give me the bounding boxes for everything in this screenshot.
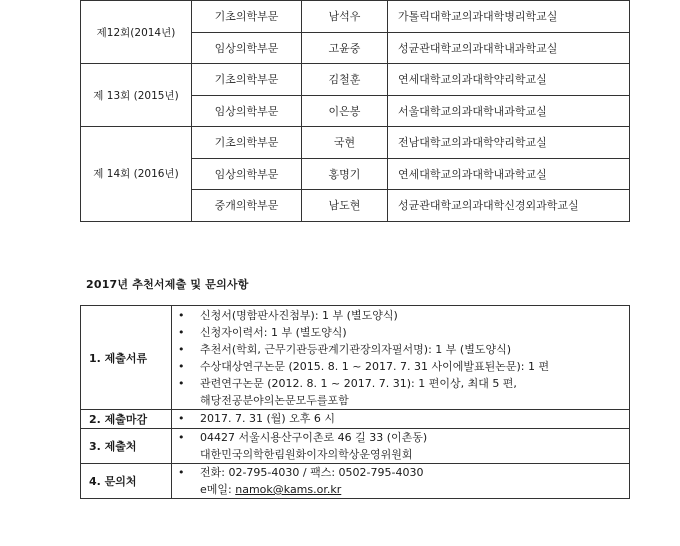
awardee-name: 김철훈 bbox=[302, 64, 388, 96]
list-item-text: 추천서(학회, 근무기관등관계기관장의자필서명): 1 부 (별도양식) bbox=[200, 343, 512, 356]
award-year: 제12회(2014년) bbox=[81, 1, 192, 64]
deadline-label: 2. 제출마감 bbox=[81, 410, 172, 429]
table-row bbox=[81, 1, 630, 33]
email-line bbox=[172, 481, 629, 498]
award-category: 중개의학부문 bbox=[192, 190, 302, 222]
table-row bbox=[81, 64, 630, 96]
section-title: 2017년 추천서제출 및 문의사항 bbox=[86, 278, 249, 291]
bullet-icon: • bbox=[178, 326, 185, 339]
award-category: 임상의학부문 bbox=[192, 32, 302, 64]
table-row bbox=[81, 306, 630, 410]
address-text: 04427 서울시용산구이촌로 46 길 33 (이촌동) bbox=[200, 431, 428, 444]
awardee-institution: 연세대학교의과대학내과학교실 bbox=[388, 158, 630, 190]
bullet-icon: • bbox=[178, 412, 185, 425]
documents-list bbox=[172, 306, 629, 392]
awardee-institution: 서울대학교의과대학내과학교실 bbox=[388, 95, 630, 127]
list-item-text: 관련연구논문 (2012. 8. 1 ~ 2017. 7. 31): 1 편이상, 최대 5 편, bbox=[200, 377, 517, 390]
list-item-text: 수상대상연구논문 (2015. 8. 1 ~ 2017. 7. 31 사이에발표된논문): 1 편 bbox=[200, 360, 550, 373]
award-category: 임상의학부문 bbox=[192, 158, 302, 190]
submission-info-table bbox=[80, 305, 630, 499]
contact-cell bbox=[172, 464, 630, 499]
email-label: e메일: bbox=[200, 483, 236, 496]
list-item bbox=[172, 375, 629, 392]
bullet-icon: • bbox=[178, 431, 185, 444]
bullet-icon: • bbox=[178, 377, 185, 390]
awardee-name: 고윤중 bbox=[302, 32, 388, 64]
bullet-icon: • bbox=[178, 343, 185, 356]
awardee-name: 이은봉 bbox=[302, 95, 388, 127]
phone-text: 전화: 02-795-4030 / 팩스: 0502-795-4030 bbox=[200, 466, 424, 479]
table-row bbox=[81, 429, 630, 464]
list-item bbox=[172, 429, 629, 446]
list-item-text: 신청자이력서: 1 부 (별도양식) bbox=[200, 326, 347, 339]
list-item-continuation: 해당전공분야의논문모두를포함 bbox=[200, 394, 349, 407]
awards-table bbox=[80, 0, 630, 222]
award-category: 기초의학부문 bbox=[192, 127, 302, 159]
email-link[interactable]: namok@kams.or.kr bbox=[235, 483, 342, 496]
award-year: 제 14회 (2016년) bbox=[81, 127, 192, 222]
awardee-institution: 전남대학교의과대학약리학교실 bbox=[388, 127, 630, 159]
documents-list-cell bbox=[172, 306, 630, 410]
bullet-icon: • bbox=[178, 309, 185, 322]
awardee-institution: 성균관대학교의과대학신경외과학교실 bbox=[388, 190, 630, 222]
bullet-icon: • bbox=[178, 360, 185, 373]
awardee-institution: 연세대학교의과대학약리학교실 bbox=[388, 64, 630, 96]
award-category: 기초의학부문 bbox=[192, 1, 302, 33]
submit-to-cell bbox=[172, 429, 630, 464]
contact-label: 4. 문의처 bbox=[81, 464, 172, 499]
awardee-name: 국현 bbox=[302, 127, 388, 159]
deadline-list bbox=[172, 410, 629, 427]
list-item bbox=[172, 307, 629, 324]
award-year: 제 13회 (2015년) bbox=[81, 64, 192, 127]
organization-text: 대한민국의학한림원화이자의학상운영위원회 bbox=[200, 448, 413, 461]
list-item bbox=[172, 358, 629, 375]
list-item bbox=[172, 324, 629, 341]
list-item bbox=[172, 341, 629, 358]
table-row bbox=[81, 127, 630, 159]
deadline-value: 2017. 7. 31 (월) 오후 6 시 bbox=[200, 412, 336, 425]
awardee-institution: 가톨릭대학교의과대학병리학교실 bbox=[388, 1, 630, 33]
awardee-name: 홍명기 bbox=[302, 158, 388, 190]
submit-to-list bbox=[172, 429, 629, 446]
list-item bbox=[172, 410, 629, 427]
awardee-institution: 성균관대학교의과대학내과학교실 bbox=[388, 32, 630, 64]
documents-label: 1. 제출서류 bbox=[81, 306, 172, 410]
award-category: 임상의학부문 bbox=[192, 95, 302, 127]
deadline-cell bbox=[172, 410, 630, 429]
table-row bbox=[81, 410, 630, 429]
submit-to-label: 3. 제출처 bbox=[81, 429, 172, 464]
award-category: 기초의학부문 bbox=[192, 64, 302, 96]
table-row bbox=[81, 464, 630, 499]
contact-list bbox=[172, 464, 629, 481]
list-item-text: 신청서(명함판사진첨부): 1 부 (별도양식) bbox=[200, 309, 398, 322]
awardee-name: 남도현 bbox=[302, 190, 388, 222]
awardee-name: 남석우 bbox=[302, 1, 388, 33]
bullet-icon: • bbox=[178, 466, 185, 479]
list-item bbox=[172, 464, 629, 481]
